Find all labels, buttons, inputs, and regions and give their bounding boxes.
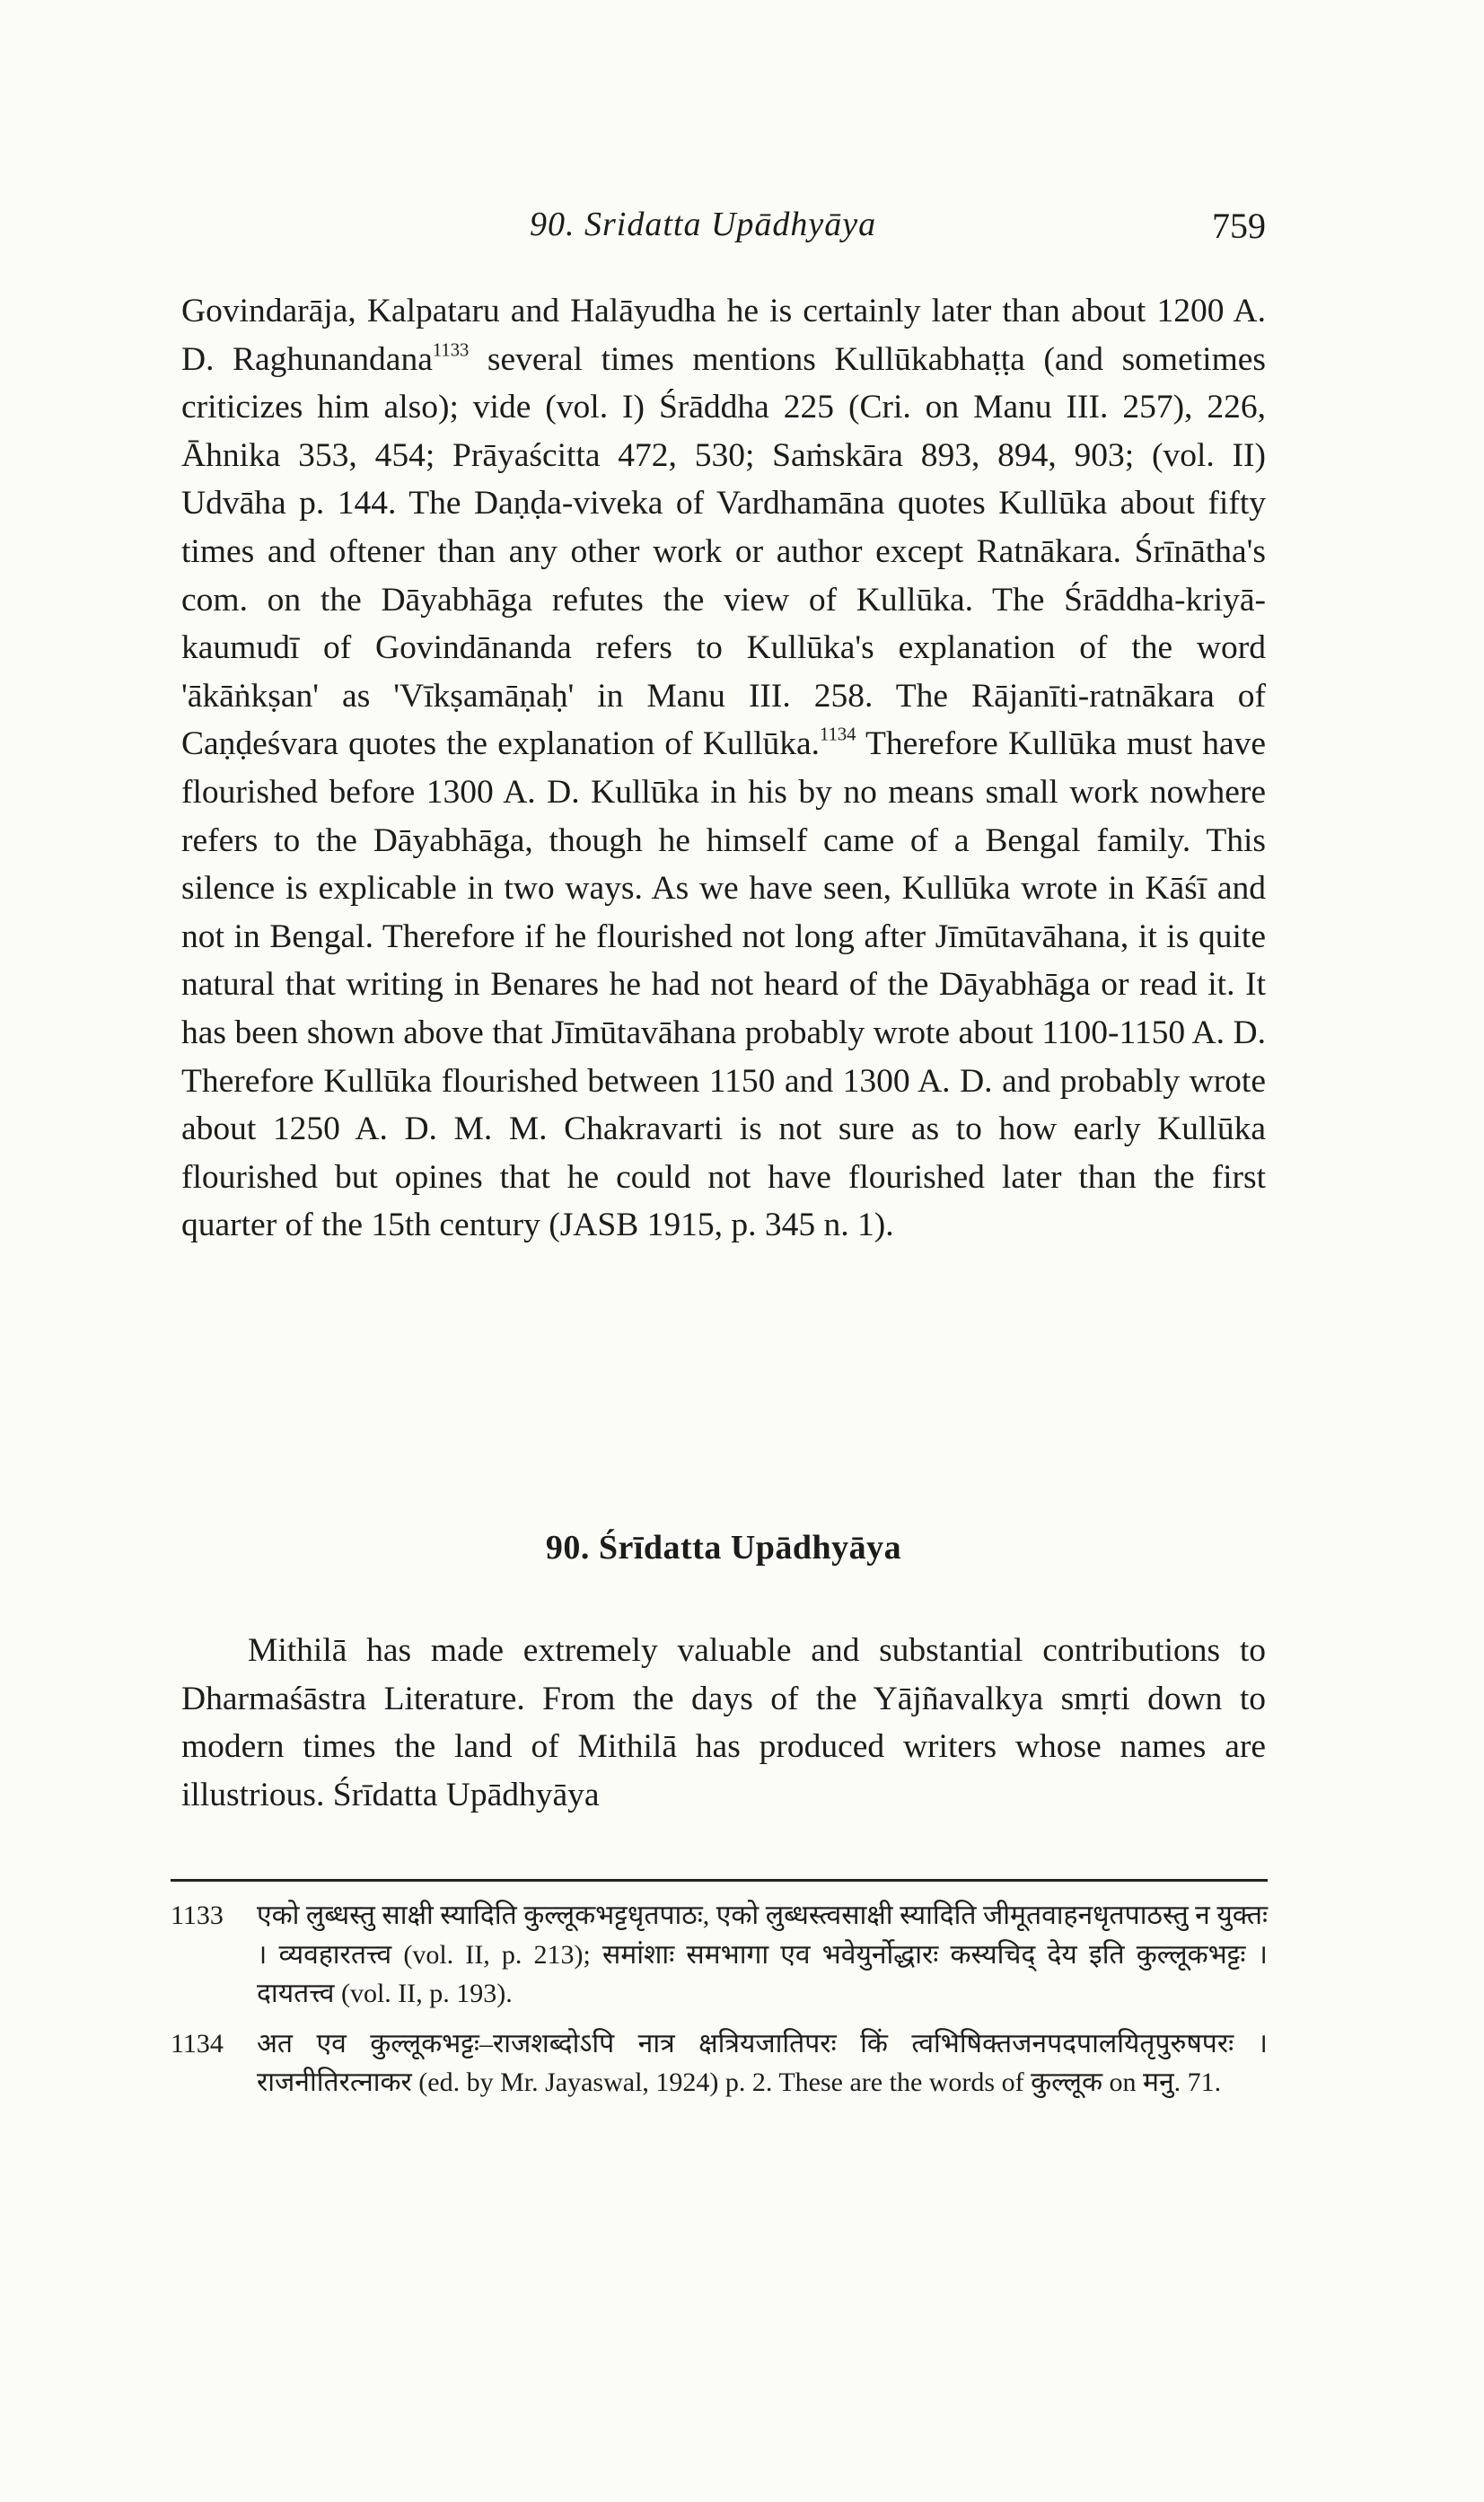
body-text-part-3: Therefore Kullūka must have flourished before 1300 A. D. Kullūka in his by no means small work nowhere refers to the Dāyabhāga, though he himself came of a Bengal family. This silence is explicable in two ways. As we have seen, Kullūka wrote in Kāśī and not in Bengal. Therefore if he flourished not long after Jīmūtavāhana, it is quite natural that writing in Benares he had not heard of the Dāyabhāga or read it. It has been shown above that Jīmūtavāhana probably wrote about 1100-1150 A. D. Therefore Kullūka flourished between 1150 and 1300 A. D. and probably wrote about 1250 A. D. M. M. Chakravarti is not sure as to how early Kullūka flourished but opines that he could not have flourished later than the first quarter of the 15th century (JASB 1915, p. 345 n. 1). — [181, 725, 1266, 1244]
page-number: 759 — [1212, 206, 1266, 246]
footnotes — [171, 1896, 1268, 2113]
running-title: 90. Sridatta Upādhyāya — [530, 206, 877, 243]
body-paragraph — [181, 287, 1266, 1250]
section-title: 90. Śrīdatta Upādhyāya — [545, 1529, 902, 1567]
footnote-divider — [171, 1879, 1268, 1882]
footnote-text: अत एव कुल्लूकभट्टः–राजशब्दोऽपि नात्र क्षत्रियजातिपरः किं त्वभिषिक्तजनपदपालयितृपुरुषपरः । राजनीतिरत्नाकर (ed. by Mr. Jayaswal, 1924) p. 2. These are the words of कुल्लूक on मनु. 71. — [257, 2028, 1268, 2097]
footnote-1134 — [171, 2024, 1268, 2103]
footnote-ref-1133[interactable]: 1133 — [432, 340, 470, 361]
running-head — [530, 205, 1266, 250]
footnote-number: 1133 — [171, 1901, 224, 1930]
section-body — [181, 1627, 1266, 1819]
body-text-part-2: several times mentions Kullūkabhaṭṭa (and sometimes criticizes him also); vide (vol. I) Śrāddha 225 (Cri. on Manu III. 257), 226, Āhnika 353, 454; Prāyaścitta 472, 530; Saṁskāra 893, 894, 903; (vol. II) Udvāha p. 144. The Daṇḍa-viveka of Vardhamāna quotes Kullūka about fifty times and oftener than any other work or author except Ratnākara. Śrīnātha's com. on the Dāyabhāga refutes the view of Kullūka. The Śrāddha-kriyā-kaumudī of Govindānanda refers to Kullūka's explanation of the word 'ākāṅkṣan' as 'Vīkṣamāṇaḥ' in Manu III. 258. The Rājanīti-ratnākara of Caṇḍeśvara quotes the explanation of Kullūka. — [181, 340, 1266, 763]
footnote-ref-1134[interactable]: 1134 — [820, 724, 856, 745]
footnote-text: एको लुब्धस्तु साक्षी स्यादिति कुल्लूकभट्टधृतपाठः, एको लुब्धस्त्वसाक्षी स्यादिति जीमूतवाहनधृतपाठस्तु न युक्तः । व्यवहारतत्त्व (vol. II, p. 213); समांशाः समभागा एव भवेयुर्नोद्धारः कस्यचिद् देय इति कुल्लूकभट्टः । दायतत्त्व (vol. II, p. 193). — [257, 1901, 1268, 2008]
footnote-number: 1134 — [171, 2028, 224, 2059]
body-text-part-1: Govindarāja, Kalpataru and Halāyudha he is certainly later than about 1200 A. D. Raghunandana — [181, 293, 1266, 378]
body-text — [181, 287, 1266, 1250]
section-paragraph: Mithilā has made extremely valuable and substantial contributions to Dharmaśāstra Literature. From the days of the Yājñavalkya smṛti down to modern times the land of Mithilā has produced writers whose names are illustrious. Śrīdatta Upādhyāya — [181, 1632, 1266, 1813]
footnote-1133 — [171, 1896, 1268, 2014]
